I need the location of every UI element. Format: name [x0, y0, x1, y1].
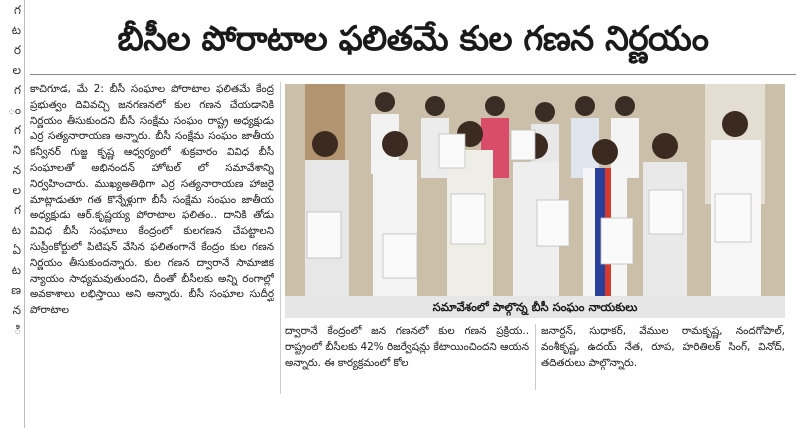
strip-glyph: ట — [11, 263, 21, 277]
news-photo — [285, 84, 785, 296]
strip-glyph: న — [12, 303, 21, 317]
column-divider — [280, 82, 281, 394]
strip-glyph: ట — [11, 223, 21, 237]
article-headline: బీసీల పోరాటాల ఫలితమే కుల గణన నిర్ణయం — [117, 19, 709, 59]
continuation-text: ద్వారానే కేంద్రంలో జన గణనలో కుల గణన ప్రక్రియ.. రాష్ట్రంలో బీసీలకు 42% రిజర్వేషన్లు కేటాయించిందని ఆయన అన్నారు. ఈ కార్యక్రమంలో కోల — [285, 325, 529, 369]
strip-glyph: ఏ — [12, 243, 21, 257]
article-body-column — [30, 82, 274, 394]
strip-glyph: గ — [14, 203, 21, 217]
strip-glyph: గ — [14, 123, 21, 137]
photo-caption: సమావేశంలో పాల్గొన్న బీసీ సంఘం నాయకులు — [432, 300, 638, 314]
strip-glyph: ర — [13, 43, 21, 57]
strip-glyph: ం — [7, 103, 21, 117]
strip-glyph: ట — [11, 23, 21, 37]
strip-glyph: ల — [12, 63, 21, 77]
headline-divider — [30, 74, 796, 75]
strip-glyph: గ — [14, 83, 21, 97]
strip-glyph: గ — [14, 3, 21, 17]
article-continuation-middle — [285, 324, 529, 394]
group-photo-illustration — [285, 84, 785, 296]
strip-glyph: ల — [12, 183, 21, 197]
strip-glyph: ి — [14, 323, 21, 337]
adjacent-column-strip — [0, 0, 25, 428]
strip-glyph: ణ — [11, 283, 21, 297]
participants-text: జనార్దన్, సుధాకర్, వేముల రామకృష్ణ, నందగోపాల్, వంశీకృష్ణ, ఉదయ్ నేత, రూప, హరితిలక్ సింగ్, వినోద్, తదితరులు పాల్గొన్నారు. — [541, 325, 785, 369]
article-continuation-right — [541, 324, 785, 394]
article-body-text: కాచిగూడ, మే 2: బీసీ సంఘాల పోరాటాల ఫలితమే కేంద్ర ప్రభుత్వం దివివచ్చి జనగణనలో కుల గణన చేయడానికి నిర్ణయం తీసుకుందని బీసీ సంక్షేమ సంఘం రాష్ట్ర అధ్యక్షుడు ఎర్ర సత్యనారాయణ అన్నారు. బీసీ సంక్షేమ సంఘం జాతీయ కన్వీనర్ గుజ్జ కృష్ణ ఆధ్వర్యంలో శుక్రవారం వివిధ బీసీ సంఘాలతో అభినందన్ హోటల్ లో సమావేశాన్ని నిర్వహించారు. ముఖ్యఅతిథిగా ఎర్ర సత్యనారాయణ హాజరై మాట్లాడుతూ గత కొన్నేళ్లుగా బీసీ సంక్షేమ సంఘం జాతీయ అధ్యక్షుడు ఆర్.కృష్ణయ్య పోరాటాల ఫలితం.. దానికి తోడు వివిధ బీసీ సంఘాలు కేంద్రంలో కులగణన చేపట్టాలని సుప్రీంకోర్టులో పిటిషన్ వేసిన ఫలితంగానే కేంద్రం కుల గణన నిర్ణయం తీసుకుందన్నారు. కుల గణన ద్వారానే సామాజిక న్యాయం సాధ్యమవుతుందని, దీంతో బీసీలకు అన్ని రంగాల్లో అవకాశాలు లభిస్తాయి అని అన్నారు. బీసీ సంఘాల సుదీర్ఘ పోరాటాల — [30, 83, 274, 317]
column-divider — [535, 324, 536, 390]
strip-glyph: న — [12, 163, 21, 177]
strip-glyph: ని — [12, 143, 21, 157]
